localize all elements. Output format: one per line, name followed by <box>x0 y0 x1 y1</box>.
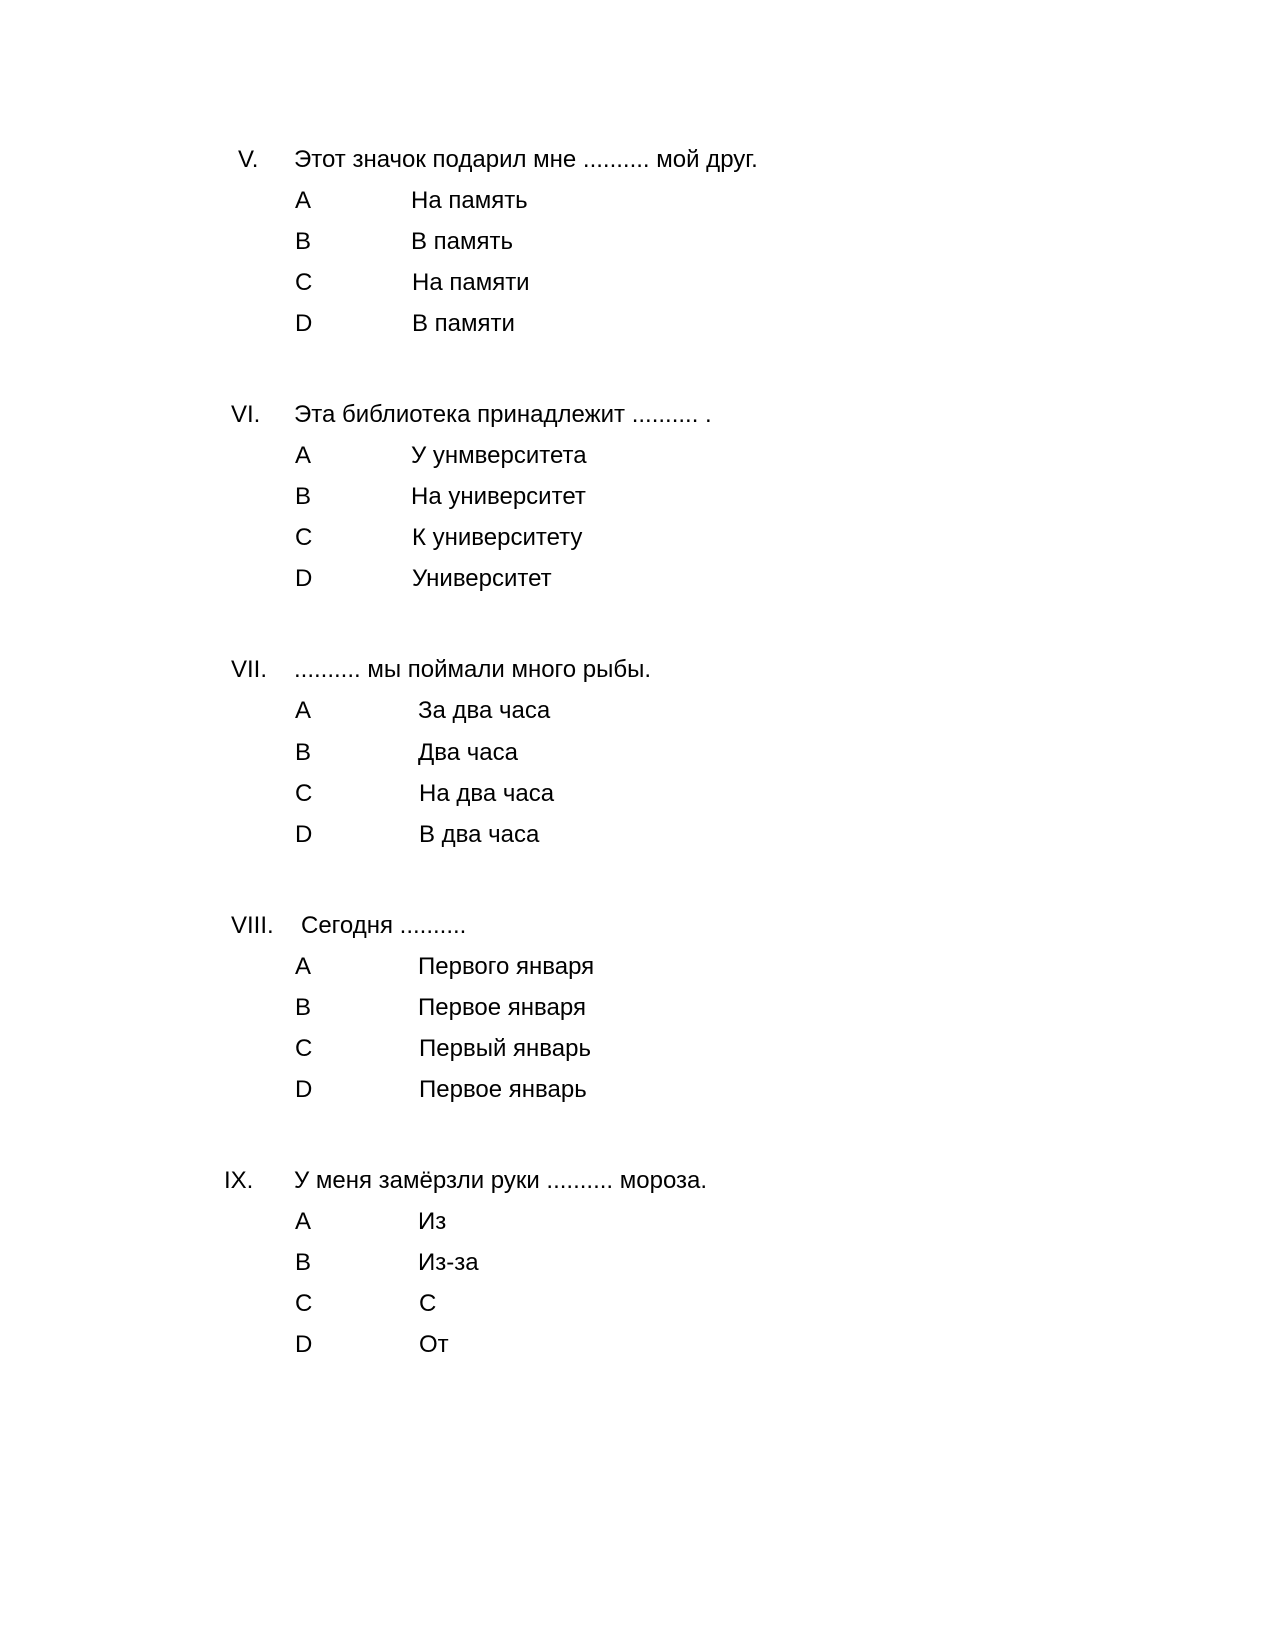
option-letter: A <box>295 953 312 980</box>
option-letter: D <box>295 821 313 848</box>
option-letter: C <box>295 1290 313 1317</box>
option-text: На два часа <box>419 780 555 807</box>
option-letter: B <box>295 739 312 766</box>
option-letter: B <box>295 483 312 510</box>
option-text: С <box>419 1290 437 1317</box>
question-text: Эта библиотека принадлежит .......... . <box>294 401 712 428</box>
option-text: В память <box>411 228 514 255</box>
question-number: VIII. <box>231 912 274 939</box>
question-number: V. <box>238 146 259 173</box>
option-text: Первое января <box>418 994 586 1021</box>
question-number: VII. <box>231 656 268 683</box>
question-number: IX. <box>224 1167 254 1194</box>
question-block <box>0 1167 1275 1407</box>
option-text: Из-за <box>418 1249 479 1276</box>
option-text: За два часа <box>418 697 551 724</box>
question-block <box>0 912 1275 1152</box>
question-block <box>0 656 1275 896</box>
option-text: На память <box>411 187 528 214</box>
option-text: К университету <box>412 524 583 551</box>
option-text: На университет <box>411 483 586 510</box>
question-text: У меня замёрзли руки .......... мороза. <box>294 1167 708 1194</box>
option-letter: D <box>295 310 313 337</box>
option-letter: C <box>295 524 313 551</box>
option-text: Два часа <box>418 739 518 766</box>
option-text: Университет <box>412 565 552 592</box>
question-text: Этот значок подарил мне .......... мой друг. <box>294 146 758 173</box>
option-text: Первого января <box>418 953 595 980</box>
option-text: В памяти <box>412 310 515 337</box>
question-block <box>0 401 1275 641</box>
option-letter: C <box>295 780 313 807</box>
option-text: От <box>419 1331 449 1358</box>
option-letter: A <box>295 1208 312 1235</box>
option-text: Первый январь <box>419 1035 591 1062</box>
option-letter: B <box>295 228 312 255</box>
option-text: Из <box>418 1208 447 1235</box>
option-letter: D <box>295 1076 313 1103</box>
option-letter: A <box>295 697 312 724</box>
option-text: На памяти <box>412 269 530 296</box>
option-text: Первое январь <box>419 1076 587 1103</box>
option-letter: A <box>295 187 312 214</box>
question-text: Сегодня .......... <box>301 912 467 939</box>
question-number: VI. <box>231 401 261 428</box>
option-letter: C <box>295 1035 313 1062</box>
option-letter: D <box>295 565 313 592</box>
option-letter: C <box>295 269 313 296</box>
option-letter: B <box>295 994 312 1021</box>
option-letter: D <box>295 1331 313 1358</box>
option-letter: A <box>295 442 312 469</box>
option-letter: B <box>295 1249 312 1276</box>
option-text: В два часа <box>419 821 540 848</box>
question-block <box>0 146 1275 386</box>
option-text: У унмверситета <box>411 442 587 469</box>
question-text: .......... мы поймали много рыбы. <box>294 656 652 683</box>
